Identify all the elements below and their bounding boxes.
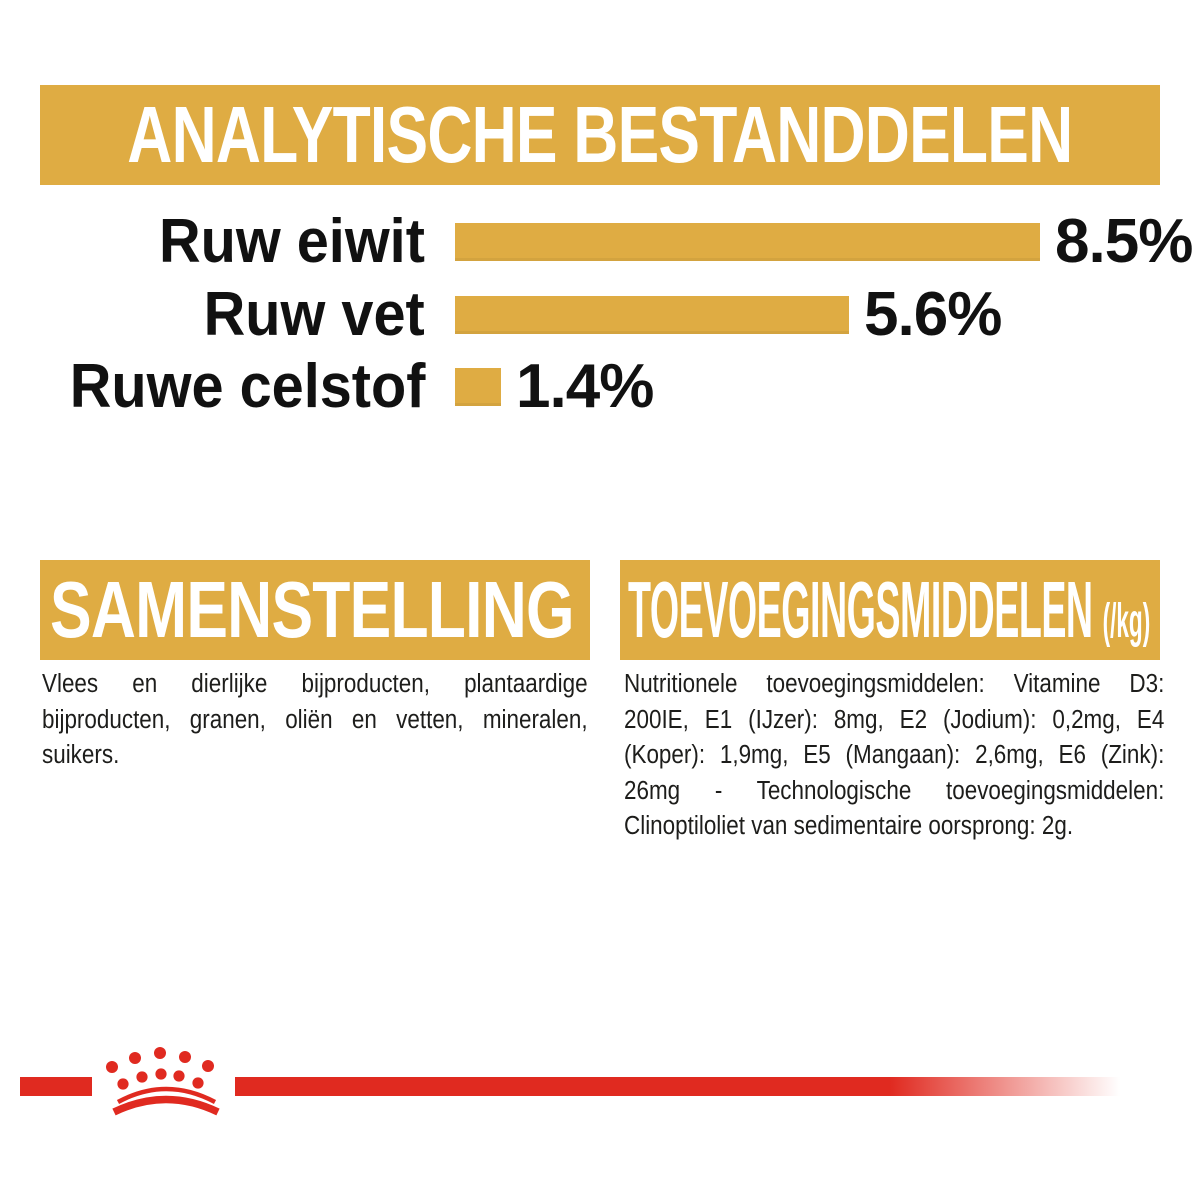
bar-label-text: Ruw vet: [203, 279, 425, 349]
composition-title: SAMENSTELLING: [50, 565, 574, 654]
text-line: 200IE, E1 (IJzer): 8mg, E2 (Jodium): 0,2mg, E4: [624, 705, 1165, 734]
analytical-bar-chart: [40, 207, 1193, 421]
analytical-constituents-title: ANALYTISCHE BESTANDDELEN: [127, 90, 1073, 179]
bar-label-text: Ruwe celstof: [69, 352, 425, 421]
bar-value: 5.6%: [864, 279, 1002, 349]
chart-row: [40, 207, 1193, 276]
composition-text: [42, 667, 588, 774]
bar-label: [40, 279, 425, 349]
text-line: Vlees en dierlijke bijproducten, plantaardige: [42, 670, 588, 698]
royal-canin-crown-logo-icon: [101, 1042, 227, 1116]
text-line: Nutritionele toevoegingsmiddelen: Vitamine D3:: [624, 670, 1165, 698]
chart-row: [40, 352, 1160, 421]
composition-banner: [40, 560, 590, 660]
additives-banner: [620, 560, 1160, 660]
bar-label-text: Ruw eiwit: [159, 207, 425, 276]
brand-stripe-left: [20, 1077, 92, 1096]
additives-title: [628, 565, 1151, 654]
bar-label: [40, 207, 425, 276]
additives-title-main: TOEVOEGINGSMIDDELEN: [628, 565, 1093, 654]
bar-label: [40, 352, 425, 421]
bar-value: 8.5%: [1055, 207, 1193, 276]
text-line: Clinoptiloliet van sedimentaire oorsprong: 2g.: [624, 812, 1074, 840]
additives-title-unit: (/kg): [1102, 595, 1151, 648]
bar: [455, 223, 1040, 261]
bar: [455, 296, 849, 334]
text-line: 26mg - Technologische toevoegingsmiddelen:: [624, 776, 1165, 805]
text-line: (Koper): 1,9mg, E5 (Mangaan): 2,6mg, E6 (Zink):: [624, 741, 1165, 769]
additives-text: [624, 667, 1164, 845]
chart-row: [40, 279, 1160, 349]
analytical-constituents-banner: [40, 85, 1160, 185]
bar: [455, 368, 501, 406]
bar-value: 1.4%: [516, 352, 654, 421]
brand-stripe-right: [235, 1077, 1120, 1096]
text-line: suikers.: [42, 741, 120, 769]
text-line: bijproducten, granen, oliën en vetten, mineralen,: [42, 705, 588, 734]
